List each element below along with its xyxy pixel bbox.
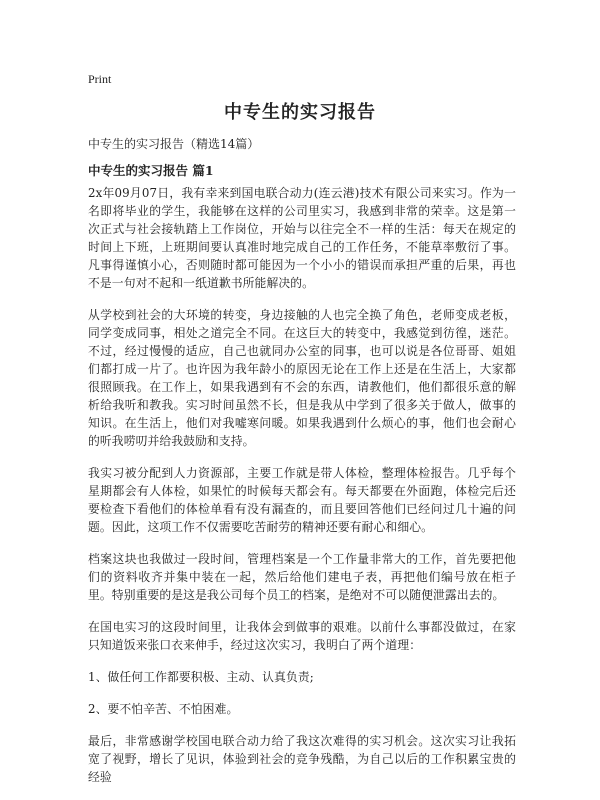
- list-item-1: 1、做任何工作都要积极、主动、认真负责;: [88, 670, 314, 684]
- paragraph-3: 我实习被分配到人力资源部，主要工作就是带人体检，整理体检报告。几乎每个星期都会有人体检，如果忙的时候每天都会有。每天都要在外面跑，体检完后还要检查下看他们的体检单看有没有漏查的，而且要回答他们已经问过几十遍的问题。因此，这项工作不仅需要吃苦耐劳的精神还要有耐心和细心。: [88, 466, 516, 534]
- paragraph-1: 2x年09月07日，我有幸来到国电联合动力(连云港)技术有限公司来实习。作为一名即将毕业的学生，我能够在这样的公司里实习，我感到非常的荣幸。这是第一次正式与社会接轨踏上工作岗位，开始与以往完全不一样的生活：每天在规定的时间上下班，上班期间要认真准时地完成自己的工作任务，不能草率敷衍了事。凡事得谨慎小心，否则随时都可能因为一个小小的错误而承担严重的后果，再也不是一句对不起和一纸道歉书所能解决的。: [88, 186, 516, 290]
- paragraph-2: 从学校到社会的大环境的转变，身边接触的人也完全换了角色，老师变成老板，同学变成同事，相处之道完全不同。在这巨大的转变中，我感觉到彷徨，迷茫。不过，经过慢慢的适应，自己也就同办公室的同事，也可以说是各位哥哥、姐姐们都打成一片了。也许因为我年龄小的原因无论在工作上还是在生活上，大家都很照顾我。在工作上，如果我遇到有不会的东西，请教他们，他们都很乐意的解析给我听和教我。实习时间虽然不长，但是我从中学到了很多关于做人，做事的知识。在生活上，他们对我嘘寒问暖。如果我遇到什么烦心的事，他们也会耐心的听我唠叨并给我鼓励和支持。: [88, 308, 516, 448]
- print-link[interactable]: Print: [88, 72, 112, 86]
- list-item-2: 2、要不怕辛苦、不怕困难。: [88, 702, 239, 716]
- paragraph-8: 最后，非常感谢学校国电联合动力给了我这次难得的实习机会。这次实习让我拓宽了视野，增长了见识，体验到社会的竞争残酷，为自己以后的工作积累宝贵的经验: [88, 734, 516, 784]
- document-body: [88, 184, 516, 800]
- section-heading: 中专生的实习报告 篇1: [88, 163, 214, 178]
- paragraph-4: 档案这块也我做过一段时间，管理档案是一个工作量非常大的工作，首先要把他们的资料收齐并集中装在一起，然后给他们建电子表，再把他们编号放在柜子里。特别重要的是这是我公司每个员工的档案，是绝对不可以随便泄露出去的。: [88, 552, 516, 602]
- document-title: 中专生的实习报告: [224, 102, 376, 123]
- paragraph-5: 在国电实习的这段时间里，让我体会到做事的艰难。以前什么事都没做过，在家只知道饭来张口衣来伸手，经过这次实习，我明白了两个道理：: [88, 620, 516, 652]
- document-subtitle: 中专生的实习报告（精选14篇）: [88, 137, 260, 151]
